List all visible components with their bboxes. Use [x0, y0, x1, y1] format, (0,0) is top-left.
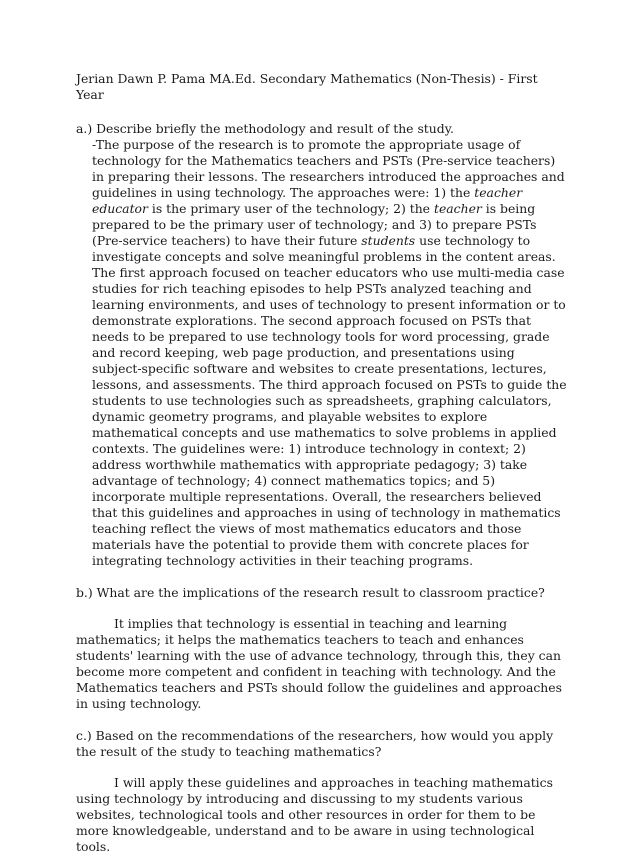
spacer: [76, 601, 568, 616]
answer-b: It implies that technology is essential in teaching and learning mathematics; it helps the mathematics teachers to teach and enhances students' learning with the use of advance technology, through this, they can become more competent and confident in teaching with technology. And the Mathematics teachers and PSTs should follow the guidelines and approaches in using technology.: [76, 616, 562, 711]
answer-c: I will apply these guidelines and approaches in teaching mathematics using technology by introducing and discussing to my students various websites, technological tools and other resources in order for them to be more knowledgeable, understand and to be aware in using technological tools.: [76, 775, 553, 854]
answer-a-text-4: use technology to investigate concepts and solve meaningful problems in the content areas. The first approach focused on teacher educators who use multi-media case studies for rich teaching episodes to help PSTs analyzed teaching and learning environments, and uses of technology to present information or to demonstrate explorations. The second approach focused on PSTs that needs to be prepared to use technology tools for word processing, grade and record keeping, web page production, and presentations using subject-specific software and websites to create presentations, lectures, lessons, and assessments. The third approach focused on PSTs to guide the students to use technologies such as spreadsheets, graphing calculators, dynamic geometry programs, and playable websites to explore mathematical concepts and use mathematics to solve problems in applied contexts. The guidelines were: 1) introduce technology in context; 2) address worthwhile mathematics with appropriate pedagogy; 3) take advantage of technology; 4) connect mathematics topics; and 5) incorporate multiple representations. Overall, the researchers believed that this guidelines and approaches in using of technology in mathematics teaching reflect the views of most mathematics educators and those materials have the potential to provide them with concrete places for integrating technology activities in their teaching programs.: [92, 233, 567, 568]
question-b: b.) What are the implications of the research result to classroom practice?: [76, 585, 545, 600]
question-c: c.) Based on the recommendations of the researchers, how would you apply the result of the study to teaching mathematics?: [76, 728, 554, 759]
spacer: [76, 712, 568, 728]
answer-a-text-2: is the primary user of the technology; 2) the: [147, 201, 434, 216]
answer-a-emphasis-teacher: teacher: [433, 201, 482, 216]
answer-a-text-1: -The purpose of the research is to promote the appropriate usage of technology for the Mathematics teachers and PSTs (Pre-service teachers) in preparing their lessons. The researchers introduced the approaches and guidelines in using technology. The approaches were: 1) the: [92, 137, 565, 200]
document-header: Jerian Dawn P. Pama MA.Ed. Secondary Mathematics (Non-Thesis) - First Year: [76, 71, 538, 102]
answer-a-emphasis-teacher-educator: teacher educator: [92, 185, 523, 216]
answer-a-text-3: is being prepared to be the primary user of technology; and 3) to prepare PSTs (Pre-service teachers) to have their future: [92, 201, 537, 248]
answer-a: [76, 137, 568, 569]
answer-a-emphasis-students: students: [361, 233, 416, 248]
question-a: a.) Describe briefly the methodology and result of the study.: [76, 121, 454, 136]
spacer: [76, 760, 568, 775]
